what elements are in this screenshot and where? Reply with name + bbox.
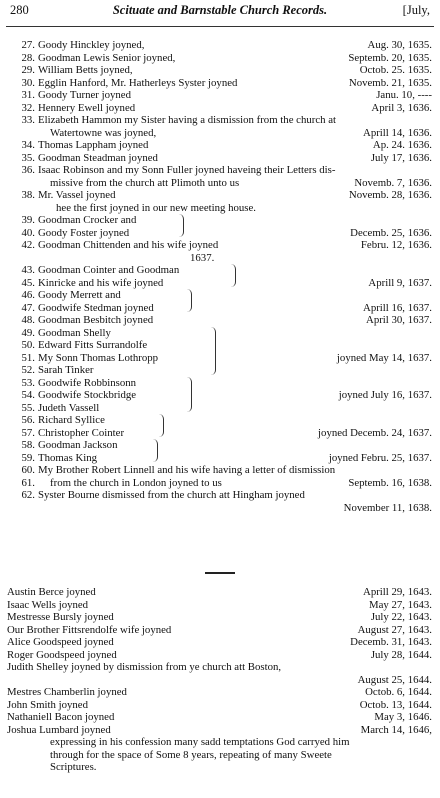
entry-date: Aprill 16, 1637.	[363, 301, 432, 314]
entry-text: Isaac Robinson and my Sonn Fuller joyned haveing their Letters dis-	[38, 164, 336, 176]
entry-line	[0, 52, 440, 65]
entry-line	[0, 452, 440, 465]
later-entries-list	[0, 586, 440, 774]
entry-number: 35.	[21, 151, 35, 164]
entry-line	[0, 327, 440, 340]
entry-number: 39.	[21, 214, 35, 226]
grouping-brace	[158, 414, 164, 437]
entry-line	[0, 586, 440, 599]
entry-line	[0, 214, 440, 227]
entry-line	[0, 749, 440, 762]
entry-number: 60.	[21, 464, 35, 476]
entry-date: August 27, 1643.	[357, 623, 432, 636]
entry-number: 27.	[21, 39, 35, 51]
entry-line	[0, 239, 440, 252]
entry-text: Nathaniell Bacon joyned	[7, 711, 115, 723]
entry-number: 36.	[21, 164, 35, 176]
entry-date: April 3, 1636.	[371, 101, 432, 114]
entry-text: Goodman Steadman joyned	[38, 151, 158, 164]
entry-text: Scriptures.	[50, 761, 97, 773]
entry-line	[0, 364, 440, 377]
entry-date: Decemb. 25, 1636.	[350, 226, 432, 239]
entry-line	[0, 127, 440, 140]
entry-line	[0, 736, 440, 749]
entry-line	[0, 264, 440, 277]
entry-number: 33.	[21, 114, 35, 126]
entry-text: Goodwife Stockbridge	[38, 389, 137, 401]
entry-line	[0, 39, 440, 52]
entry-line	[0, 414, 440, 427]
entry-line	[0, 114, 440, 127]
entry-number: 42.	[21, 239, 35, 251]
entry-line	[0, 674, 440, 687]
entry-number: 32.	[21, 101, 35, 114]
entry-line	[0, 102, 440, 115]
entry-date: Octob. 6, 1644.	[365, 686, 432, 698]
entry-line	[0, 189, 440, 202]
entry-number: 54.	[21, 389, 35, 401]
entry-date: July 28, 1644.	[370, 648, 432, 661]
page-title: Scituate and Barnstable Church Records.	[112, 3, 328, 17]
entry-date: joyned July 16, 1637.	[338, 389, 432, 401]
entry-line	[0, 339, 440, 352]
entry-line	[0, 152, 440, 165]
entry-text: Austin Berce joyned	[7, 586, 96, 598]
entry-line	[0, 402, 440, 415]
entry-number: 45.	[21, 276, 35, 289]
entry-text: Elizabeth Hammon my Sister having a dismission from the church at	[38, 114, 337, 126]
entry-date: Septemb. 16, 1638.	[348, 476, 432, 489]
entry-text: Mestresse Bursly joyned	[7, 611, 114, 623]
entry-line	[0, 277, 440, 290]
entry-text: Edward Fitts Surrandolfe	[38, 339, 148, 351]
running-header	[6, 3, 434, 23]
entry-text: Syster Bourne dismissed from the church att Hingham joyned	[38, 489, 305, 501]
entry-text: My Brother Robert Linnell and his wife having a letter of dismission	[38, 464, 336, 476]
entry-date: Aug. 30, 1635.	[367, 39, 432, 51]
entry-date: August 25, 1644.	[357, 673, 432, 686]
entry-text: Goodwife Stedman joyned	[38, 301, 154, 314]
entry-line	[0, 389, 440, 402]
entry-text: Alice Goodspeed joyned	[7, 636, 114, 648]
entry-date: Novemb. 21, 1635.	[348, 76, 432, 89]
grouping-brace	[186, 289, 192, 312]
entry-text: missive from the church att Plimoth unto us	[50, 176, 240, 189]
entry-number: 31.	[21, 89, 35, 101]
entry-line	[0, 699, 440, 712]
entry-line	[0, 686, 440, 699]
entry-text: Goodman Crocker and	[38, 214, 137, 226]
entry-number: 55.	[21, 401, 35, 414]
entry-date: Decemb. 31, 1643.	[350, 636, 432, 648]
entry-number: 53.	[21, 376, 35, 389]
entry-line	[0, 464, 440, 477]
header-rule	[6, 26, 434, 27]
entry-number: 29.	[21, 64, 35, 76]
entry-date: May 27, 1643.	[369, 598, 432, 611]
grouping-brace	[186, 377, 192, 413]
entry-number: 56.	[21, 414, 35, 426]
entry-line	[0, 252, 440, 265]
entry-text: Sarah Tinker	[38, 364, 94, 376]
entry-line	[0, 202, 440, 215]
entry-date: April 30, 1637.	[366, 314, 432, 326]
entry-line	[0, 624, 440, 637]
entry-text: hee the first joyned in our new meeting house.	[56, 201, 256, 214]
entry-number: 59.	[21, 451, 35, 464]
entry-text: Goodman Shelly	[38, 326, 111, 339]
entry-number: 49.	[21, 326, 35, 339]
entry-text: William Betts joyned,	[38, 64, 133, 76]
entry-text: Goody Hinckley joyned,	[38, 39, 145, 51]
entry-text: Goodman Chittenden and his wife joyned	[38, 239, 219, 251]
entry-date: Octob. 13, 1644.	[359, 698, 432, 711]
entry-text: Judith Shelley joyned by dismission from ye church att Boston,	[7, 661, 282, 673]
entry-line	[0, 636, 440, 649]
entry-text: Roger Goodspeed joyned	[7, 648, 117, 661]
entry-line	[0, 611, 440, 624]
entry-date: Octob. 25. 1635.	[359, 64, 432, 76]
entry-text: 1637.	[190, 251, 215, 264]
entry-line	[0, 164, 440, 177]
entry-line	[0, 77, 440, 90]
entry-text: Goodman Jackson	[38, 439, 118, 451]
entry-date: Novemb. 7, 1636.	[354, 176, 432, 189]
entry-line	[0, 302, 440, 315]
entry-text: Goodman Lewis Senior joyned,	[38, 51, 176, 64]
entry-line	[0, 477, 440, 490]
entry-number: 30.	[21, 76, 35, 89]
entry-date: Novemb. 28, 1636.	[348, 189, 432, 201]
entry-line	[0, 761, 440, 774]
entry-number: 50.	[21, 339, 35, 351]
entry-text: Goody Foster joyned	[38, 226, 130, 239]
entry-text: Isaac Wells joyned	[7, 598, 89, 611]
entries-list	[0, 39, 440, 514]
entry-text: from the church in London joyned to us	[50, 476, 222, 489]
entry-date: Janu. 10, ----	[376, 89, 432, 101]
entry-line	[0, 89, 440, 102]
entry-line	[0, 427, 440, 440]
entry-date: May 3, 1646.	[374, 711, 432, 723]
entry-date: joyned Febru. 25, 1637.	[328, 451, 432, 464]
running-month: [July,	[402, 3, 430, 17]
entry-line	[0, 711, 440, 724]
entry-text: Goody Merrett and	[38, 289, 121, 301]
entry-number: 52.	[21, 364, 35, 376]
entry-line	[0, 724, 440, 737]
entry-text: Christopher Cointer	[38, 426, 125, 439]
section-separator	[205, 572, 235, 574]
entry-text: through for the space of Some 8 years, repeating of many Sweete	[50, 748, 332, 761]
entry-text: Thomas Lappham joyned	[38, 139, 149, 151]
entry-line	[0, 352, 440, 365]
entry-text: Egglin Hanford, Mr. Hatherleys Syster joyned	[38, 76, 238, 89]
entry-text: Thomas King	[38, 451, 98, 464]
entry-text: Watertowne was joyned,	[50, 126, 157, 139]
entry-number: 38.	[21, 189, 35, 201]
grouping-brace	[152, 439, 158, 462]
entry-line	[0, 377, 440, 390]
entry-text: Goodman Besbitch joyned	[38, 314, 154, 326]
entry-line	[0, 661, 440, 674]
entry-text: Mr. Vassel joyned	[38, 189, 116, 201]
entry-text: Goodman Cointer and Goodman	[38, 264, 180, 276]
entry-text: Judeth Vassell	[38, 401, 100, 414]
entry-date: Aprill 9, 1637.	[368, 276, 432, 289]
entry-number: 40.	[21, 226, 35, 239]
entry-date: Septemb. 20, 1635.	[348, 51, 432, 64]
entry-text: expressing in his confession many sadd temptations God carryed him	[50, 736, 350, 748]
entry-text: Goodwife Robbinsonn	[38, 376, 137, 389]
entry-number: 43.	[21, 264, 35, 276]
entry-number: 62.	[21, 489, 35, 501]
entry-line	[0, 314, 440, 327]
entry-text: Kinricke and his wife joyned	[38, 276, 164, 289]
entry-date: joyned Decemb. 24, 1637.	[318, 426, 432, 439]
entry-line	[0, 599, 440, 612]
entry-text: My Sonn Thomas Lothropp	[38, 351, 159, 364]
entry-date: July 22, 1643.	[370, 611, 432, 623]
entry-number: 47.	[21, 301, 35, 314]
entry-line	[0, 439, 440, 452]
entry-date: March 14, 1646,	[360, 723, 432, 736]
entry-line	[0, 227, 440, 240]
entry-number: 51.	[21, 351, 35, 364]
entry-number: 28.	[21, 51, 35, 64]
entry-text: John Smith joyned	[7, 698, 88, 711]
entry-date: Aprill 29, 1643.	[363, 586, 432, 598]
entry-line	[0, 177, 440, 190]
grouping-brace	[178, 214, 184, 237]
entry-line	[0, 649, 440, 662]
entry-date: July 17, 1636.	[370, 151, 432, 164]
entry-date: Aprill 14, 1636.	[363, 126, 432, 139]
entry-text: Joshua Lumbard joyned	[7, 723, 111, 736]
entry-number: 57.	[21, 426, 35, 439]
entry-line	[0, 139, 440, 152]
entry-date: November 11, 1638.	[343, 501, 432, 514]
grouping-brace	[230, 264, 236, 287]
grouping-brace	[210, 327, 216, 375]
entry-text: Richard Syllice	[38, 414, 105, 426]
entry-date: joyned May 14, 1637.	[336, 351, 432, 364]
entry-number: 61.	[21, 476, 35, 489]
entry-number: 48.	[21, 314, 35, 326]
entry-line	[0, 289, 440, 302]
entry-text: Hennery Ewell joyned	[38, 101, 136, 114]
entry-date: Ap. 24. 1636.	[372, 139, 432, 151]
entry-number: 34.	[21, 139, 35, 151]
entry-date: Febru. 12, 1636.	[360, 239, 432, 251]
entry-number: 58.	[21, 439, 35, 451]
entry-text: Goody Turner joyned	[38, 89, 131, 101]
page-number: 280	[10, 3, 29, 17]
entry-number: 46.	[21, 289, 35, 301]
entry-text: Our Brother Fittsrendolfe wife joyned	[7, 623, 172, 636]
entry-text: Mestres Chamberlin joyned	[7, 686, 127, 698]
entry-line	[0, 489, 440, 502]
entry-line	[0, 64, 440, 77]
entry-line	[0, 502, 440, 515]
